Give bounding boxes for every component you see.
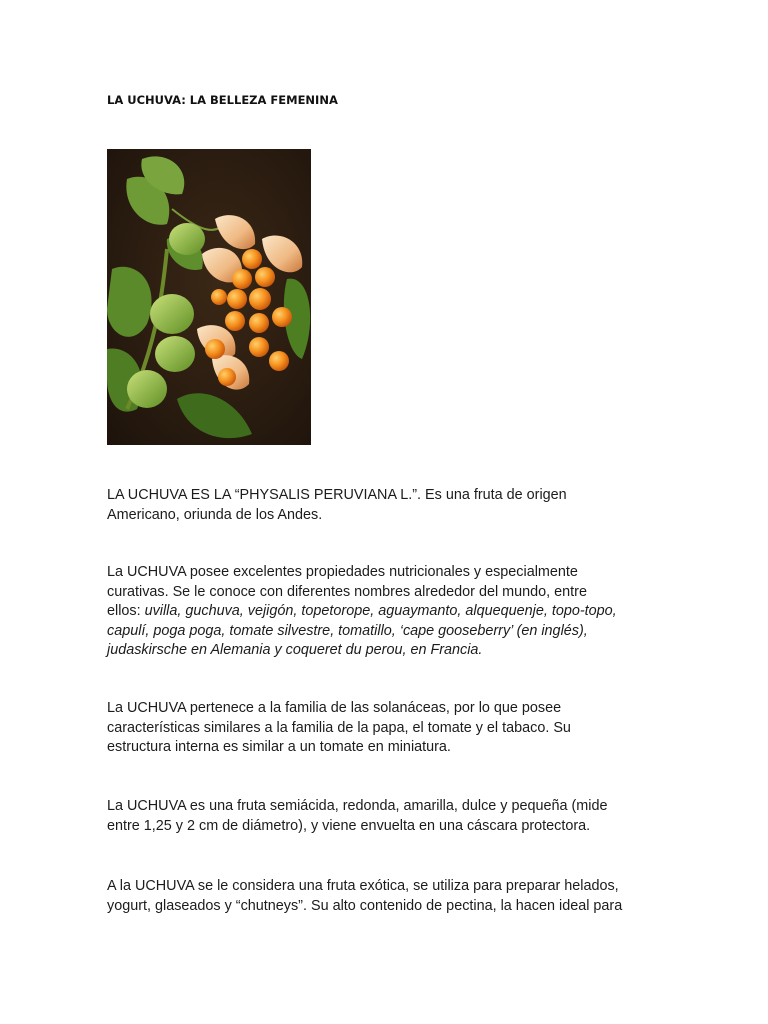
text-line: curativas. Se le conoce con diferentes nombres alrededor del mundo, entre: [107, 583, 587, 600]
paragraph-names: [107, 563, 647, 661]
paragraph-uses: [107, 877, 647, 916]
text-line: Americano, oriunda de los Andes.: [107, 506, 323, 523]
text-line: estructura interna es similar a un tomate en miniatura.: [107, 739, 451, 755]
italic-text-line: judaskirsche en Alemania y coqueret du perou, en Francia.: [107, 642, 483, 658]
italic-names: uvilla, guchuva, vejigón, topetorope, aguaymanto, alquequenje, topo-topo,: [144, 603, 617, 619]
text-line: entre 1,25 y 2 cm de diámetro), y viene envuelta en una cáscara protectora.: [107, 817, 591, 834]
text-line: La UCHUVA pertenece a la familia de las solanáceas, por lo que posee: [107, 700, 562, 716]
paragraph-family: [107, 699, 647, 758]
text-line: LA UCHUVA ES LA “PHYSALIS PERUVIANA L.”. Es una fruta de origen: [107, 487, 567, 503]
uchuva-plant-image: [107, 149, 311, 445]
document-title: LA UCHUVA: LA BELLEZA FEMENINA: [107, 93, 338, 107]
text-line: [107, 602, 647, 622]
text-prefix: ellos:: [107, 603, 145, 619]
text-line: La UCHUVA posee excelentes propiedades nutricionales y especialmente: [107, 564, 578, 580]
italic-text-line: capulí, poga poga, tomate silvestre, tomatillo, ‘cape gooseberry’ (en inglés),: [107, 622, 588, 639]
text-line: La UCHUVA es una fruta semiácida, redonda, amarilla, dulce y pequeña (mide: [107, 798, 608, 814]
text-line: A la UCHUVA se le considera una fruta exótica, se utiliza para preparar helados,: [107, 878, 619, 894]
paragraph-description: [107, 797, 647, 836]
text-line: yogurt, glaseados y “chutneys”. Su alto contenido de pectina, la hacen ideal para: [107, 897, 623, 914]
paragraph-origin: [107, 486, 647, 525]
physalis-illustration: [107, 149, 311, 445]
text-line: características similares a la familia de la papa, el tomate y el tabaco. Su: [107, 719, 571, 736]
